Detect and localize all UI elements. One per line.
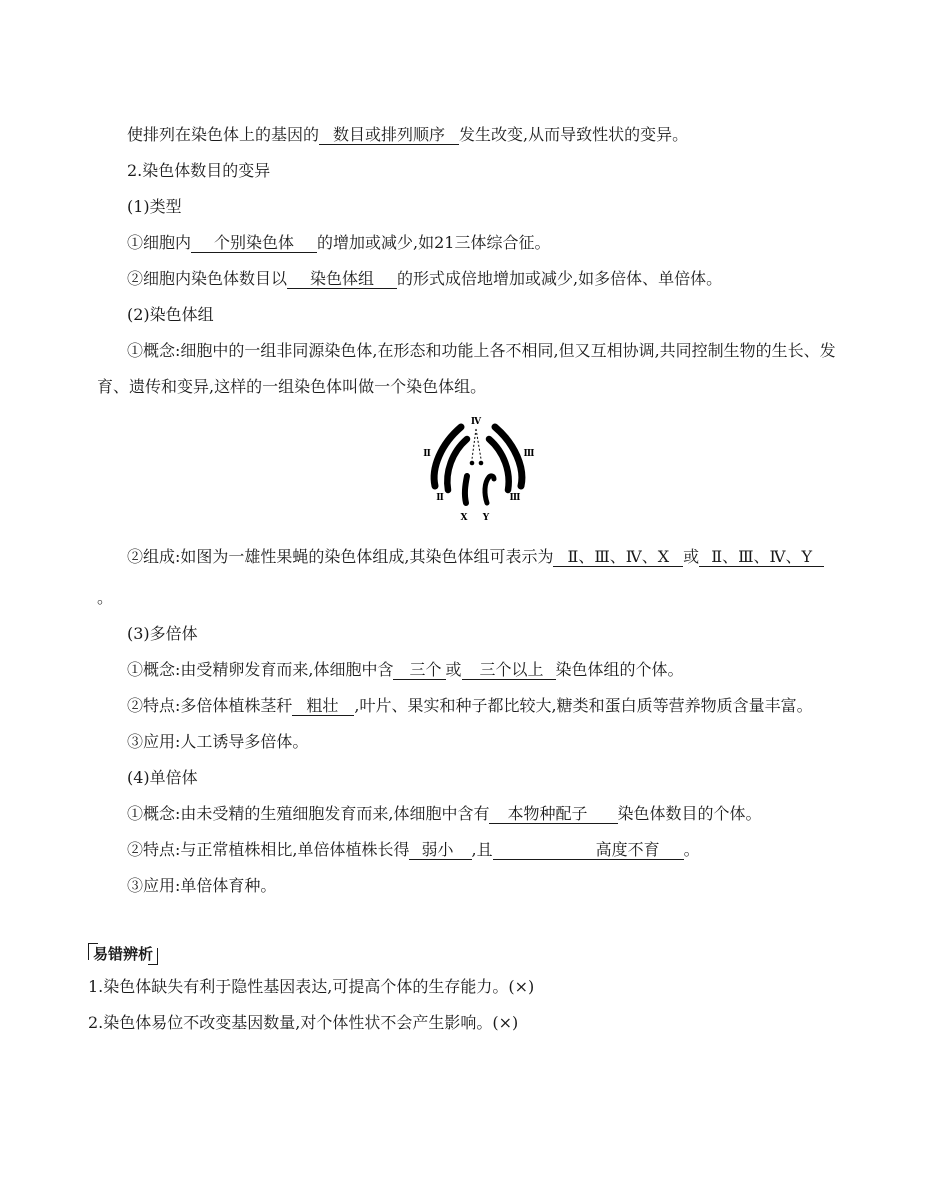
polyploid-concept-mid: 或 (445, 660, 462, 679)
haploid-feature (97, 832, 857, 868)
chromosome-iv-dot-left (470, 461, 475, 466)
intro-line (97, 117, 857, 153)
polyploid-concept (97, 652, 857, 688)
haploid-application: ③应用:单倍体育种。 (127, 876, 277, 895)
chromosome-iv-dot-right (479, 461, 484, 466)
composition-mid: 或 (683, 547, 700, 566)
haploid-feature-mid: ,且 (471, 840, 493, 859)
figure-container (97, 405, 857, 539)
errata-header (88, 936, 868, 966)
figure-label-y: Y (482, 513, 490, 523)
chromosome-iv-dash-right (476, 429, 481, 459)
intro-post: 发生改变,从而导致性状的变异。 (459, 125, 689, 144)
composition-post: 。 (97, 588, 114, 607)
errata-list (88, 969, 868, 1041)
answer-blank-individual-chromosome: 个别染色体 (191, 233, 317, 253)
chromosome-y (485, 476, 494, 503)
haploid-concept-pre: ①概念:由未受精的生殖细胞发育而来,体细胞中含有 (127, 804, 490, 823)
answer-blank-chromosome-set: 染色体组 (287, 269, 397, 289)
answer-blank-sturdy: 粗壮 (292, 696, 354, 716)
drosophila-karyotype-figure (418, 410, 538, 528)
haploid-concept (97, 796, 857, 832)
section-title: 2.染色体数目的变异 (127, 161, 271, 180)
types-item-1 (97, 225, 857, 261)
types-item-2 (97, 261, 857, 297)
answer-blank-three: 三个 (393, 660, 445, 680)
answer-blank-genome-y: Ⅱ、Ⅲ、Ⅳ、Y (699, 547, 824, 567)
polyploid-feature-post: ,叶片、果实和种子都比较大,糖类和蛋白质等营养物质含量丰富。 (354, 696, 813, 715)
types-item-1-pre: ①细胞内 (127, 233, 192, 252)
errata-item-1: 1.染色体缺失有利于隐性基因表达,可提高个体的生存能力。(×) (88, 977, 535, 996)
answer-blank-three-or-more: 三个以上 (462, 660, 556, 680)
genome-concept: ①概念:细胞中的一组非同源染色体,在形态和功能上各不相同,但又互相协调,共同控制生物的生长、发育、遗传和变异,这样的一组染色体叫做一个染色体组。 (97, 341, 836, 396)
genome-composition (97, 539, 857, 616)
polyploid-concept-post: 染色体组的个体。 (555, 660, 684, 679)
answer-blank-weak: 弱小 (409, 840, 471, 860)
figure-label-left: Ⅱ (423, 449, 431, 459)
answer-blank-genome-x: Ⅱ、Ⅲ、Ⅳ、X (553, 547, 683, 567)
polyploid-application: ③应用:人工诱导多倍体。 (127, 732, 309, 751)
main-content (97, 117, 857, 904)
haploid-feature-pre: ②特点:与正常植株相比,单倍体植株长得 (127, 840, 410, 859)
haploid-feature-post: 。 (683, 840, 700, 859)
types-item-2-pre: ②细胞内染色体数目以 (127, 269, 288, 288)
haploid-title: (4)单倍体 (127, 768, 198, 787)
polyploid-title: (3)多倍体 (127, 624, 198, 643)
answer-blank-gene-order: 数目或排列顺序 (319, 125, 459, 145)
intro-pre: 使排列在染色体上的基因的 (127, 125, 320, 144)
answer-blank-sterile: 高度不育 (493, 840, 684, 860)
types-item-2-post: 的形式成倍地增加或减少,如多倍体、单倍体。 (397, 269, 723, 288)
figure-label-x: X (460, 513, 468, 523)
polyploid-feature-pre: ②特点:多倍体植株茎秆 (127, 696, 293, 715)
figure-label-top: Ⅳ (470, 417, 482, 427)
composition-pre: ②组成:如图为一雄性果蝇的染色体组成,其染色体组可表示为 (127, 547, 554, 566)
figure-label-lower-left: Ⅱ (436, 493, 444, 503)
polyploid-concept-pre: ①概念:由受精卵发育而来,体细胞中含 (127, 660, 394, 679)
genome-title: (2)染色体组 (127, 305, 214, 324)
chromosome-x (465, 476, 467, 503)
errata-title: 易错辨析 (88, 943, 158, 965)
types-title: (1)类型 (127, 197, 182, 216)
figure-label-lower-right: Ⅲ (509, 493, 521, 503)
figure-label-right: Ⅲ (523, 449, 535, 459)
types-item-1-post: 的增加或减少,如21三体综合征。 (317, 233, 551, 252)
errata-item-2: 2.染色体易位不改变基因数量,对个体性状不会产生影响。(×) (88, 1013, 519, 1032)
haploid-concept-post: 染色体数目的个体。 (617, 804, 762, 823)
polyploid-feature (97, 688, 857, 724)
errata-section (88, 936, 868, 1041)
chromosome-iv-dash-left (472, 429, 476, 459)
answer-blank-gamete: 本物种配子 (489, 804, 617, 824)
chromosome-iii-inner (489, 439, 509, 490)
